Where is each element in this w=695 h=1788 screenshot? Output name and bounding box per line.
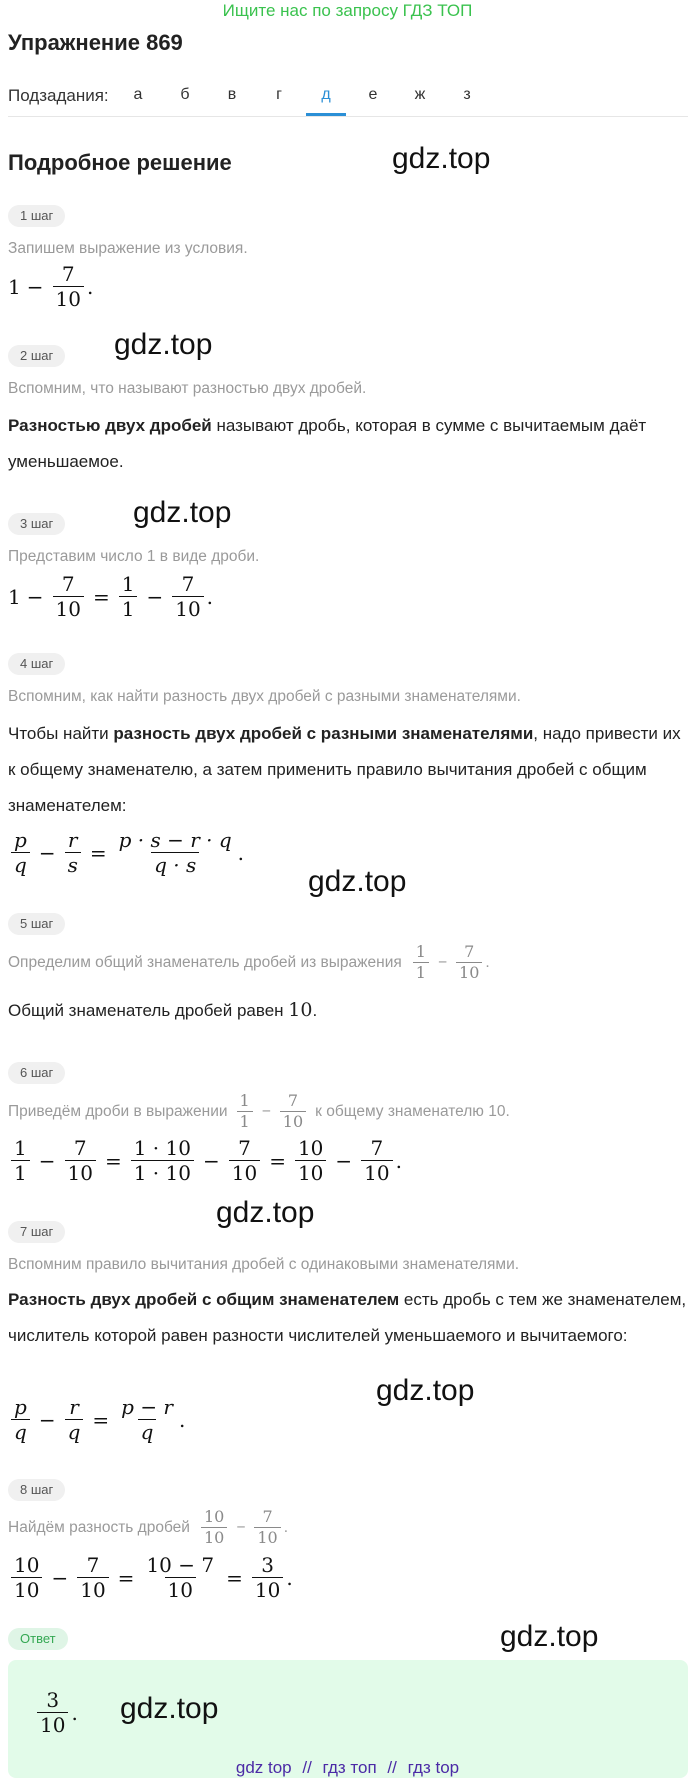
step-hint-tail: к общему знаменателю 10. bbox=[315, 1102, 510, 1120]
math-formula: $\frac{p}{q}$ − $\frac{r}{s}$ = $\frac{p \cdot s - r \cdot q}{q \cdot s}$ . bbox=[8, 828, 244, 877]
subtasks-label: Подзадания: bbox=[8, 86, 109, 105]
footer-separator: // bbox=[387, 1758, 397, 1777]
footer-link-2[interactable]: гдз топ bbox=[322, 1758, 377, 1777]
denominator-value: 10 bbox=[288, 999, 313, 1021]
watermark: gdz.top bbox=[120, 1692, 219, 1725]
rule-term: Разность двух дробей с общим знаменателем bbox=[8, 1290, 400, 1309]
step-badge: 5 шаг bbox=[8, 913, 65, 935]
inline-math: $\frac{1}{1}$ − $\frac{7}{10}$ . bbox=[410, 942, 490, 983]
step-badge: 4 шаг bbox=[8, 653, 65, 675]
step-badge: 3 шаг bbox=[8, 513, 65, 535]
math-expression: $\frac{1}{1}$ − $\frac{7}{10}$ = $\frac{1 \cdot 10}{1 \cdot 10}$ − $\frac{7}{10}$ = $\frac{10}{10}$ − $\frac{7}{10}$ . bbox=[8, 1136, 402, 1185]
footer-separator: // bbox=[302, 1758, 312, 1777]
rule-term: разность двух дробей с разными знаменателями bbox=[113, 724, 534, 743]
step-hint: Определим общий знаменатель дробей из выражения bbox=[8, 953, 402, 971]
section-title: Подробное решение bbox=[8, 150, 232, 175]
step-hint-row bbox=[8, 1091, 510, 1132]
step-hint: Вспомним правило вычитания дробей с одинаковыми знаменателями. bbox=[8, 1256, 520, 1273]
inline-math: $\frac{10}{10}$ − $\frac{7}{10}$ . bbox=[198, 1507, 288, 1548]
active-tab-indicator bbox=[306, 113, 346, 116]
tab-e[interactable]: е bbox=[368, 86, 378, 103]
step-badge: 6 шаг bbox=[8, 1062, 65, 1084]
definition-body: называют дробь, которая в сумме с вычитаемым даёт уменьшаемое. bbox=[8, 416, 647, 471]
math-expression: 1 − $\frac{7}{10}$ . bbox=[8, 262, 94, 311]
tab-a[interactable]: а bbox=[133, 86, 143, 103]
step-badge: 2 шаг bbox=[8, 345, 65, 367]
watermark: gdz.top bbox=[308, 865, 407, 898]
math-expression: 1 − $\frac{7}{10}$ = $\frac{1}{1}$ − $\frac{7}{10}$ . bbox=[8, 572, 214, 621]
watermark: gdz.top bbox=[216, 1196, 315, 1229]
step-hint-row bbox=[8, 942, 490, 983]
inline-math: $\frac{1}{1}$ − $\frac{7}{10}$ bbox=[234, 1091, 310, 1132]
answer-value: $\frac{3}{10}$ . bbox=[34, 1688, 78, 1737]
step-hint: Приведём дроби в выражении bbox=[8, 1102, 228, 1120]
tab-b[interactable]: б bbox=[180, 86, 190, 103]
subtasks-nav bbox=[8, 76, 688, 117]
search-banner: Ищите нас по запросу ГДЗ ТОП bbox=[222, 1, 473, 20]
tab-g[interactable]: г bbox=[276, 86, 282, 103]
rule-body: , надо привести их к общему знаменателю, а затем применить правило вычитания дробей с общим знаменателем: bbox=[8, 724, 681, 815]
step-hint: Найдём разность дробей bbox=[8, 1518, 190, 1536]
watermark: gdz.top bbox=[376, 1374, 475, 1407]
definition-term: Разностью двух дробей bbox=[8, 416, 212, 435]
page-title: Упражнение 869 bbox=[8, 30, 183, 55]
step-hint-row bbox=[8, 1507, 288, 1548]
tab-z[interactable]: з bbox=[463, 86, 471, 103]
math-expression: $\frac{10}{10}$ − $\frac{7}{10}$ = $\frac{10 - 7}{10}$ = $\frac{3}{10}$ . bbox=[8, 1553, 293, 1602]
step-badge: 1 шаг bbox=[8, 205, 65, 227]
watermark: gdz.top bbox=[500, 1620, 599, 1653]
step-hint: Запишем выражение из условия. bbox=[8, 240, 248, 257]
step-badge: 8 шаг bbox=[8, 1479, 65, 1501]
answer-badge: Ответ bbox=[8, 1628, 68, 1650]
step-hint: Вспомним, как найти разность двух дробей с разными знаменателями. bbox=[8, 688, 521, 705]
watermark: gdz.top bbox=[114, 328, 213, 361]
rule-text bbox=[8, 716, 688, 824]
tab-d[interactable]: д bbox=[321, 86, 331, 103]
denominator-label: Общий знаменатель дробей равен bbox=[8, 1001, 289, 1020]
tab-v[interactable]: в bbox=[227, 86, 237, 103]
footer-link-1[interactable]: gdz top bbox=[235, 1758, 292, 1777]
rule-body: есть дробь с тем же знаменателем, числитель которой равен разности числителей уменьшаемого и вычитаемого: bbox=[8, 1290, 687, 1345]
rule-text bbox=[8, 1282, 688, 1354]
step-hint: Вспомним, что называют разностью двух дробей. bbox=[8, 380, 367, 397]
watermark: gdz.top bbox=[392, 142, 491, 175]
denominator-text: Общий знаменатель дробей равен 10. bbox=[8, 999, 318, 1021]
definition-text bbox=[8, 408, 688, 480]
step-hint: Представим число 1 в виде дроби. bbox=[8, 548, 260, 565]
watermark: gdz.top bbox=[133, 496, 232, 529]
tab-zh[interactable]: ж bbox=[414, 86, 426, 103]
footer-link-3[interactable]: гдз top bbox=[407, 1758, 460, 1777]
math-formula: $\frac{p}{q}$ − $\frac{r}{q}$ = $\frac{p - r}{q}$ . bbox=[8, 1395, 185, 1444]
rule-pre: Чтобы найти bbox=[8, 724, 114, 743]
step-badge: 7 шаг bbox=[8, 1221, 65, 1243]
footer-links bbox=[0, 1758, 695, 1778]
